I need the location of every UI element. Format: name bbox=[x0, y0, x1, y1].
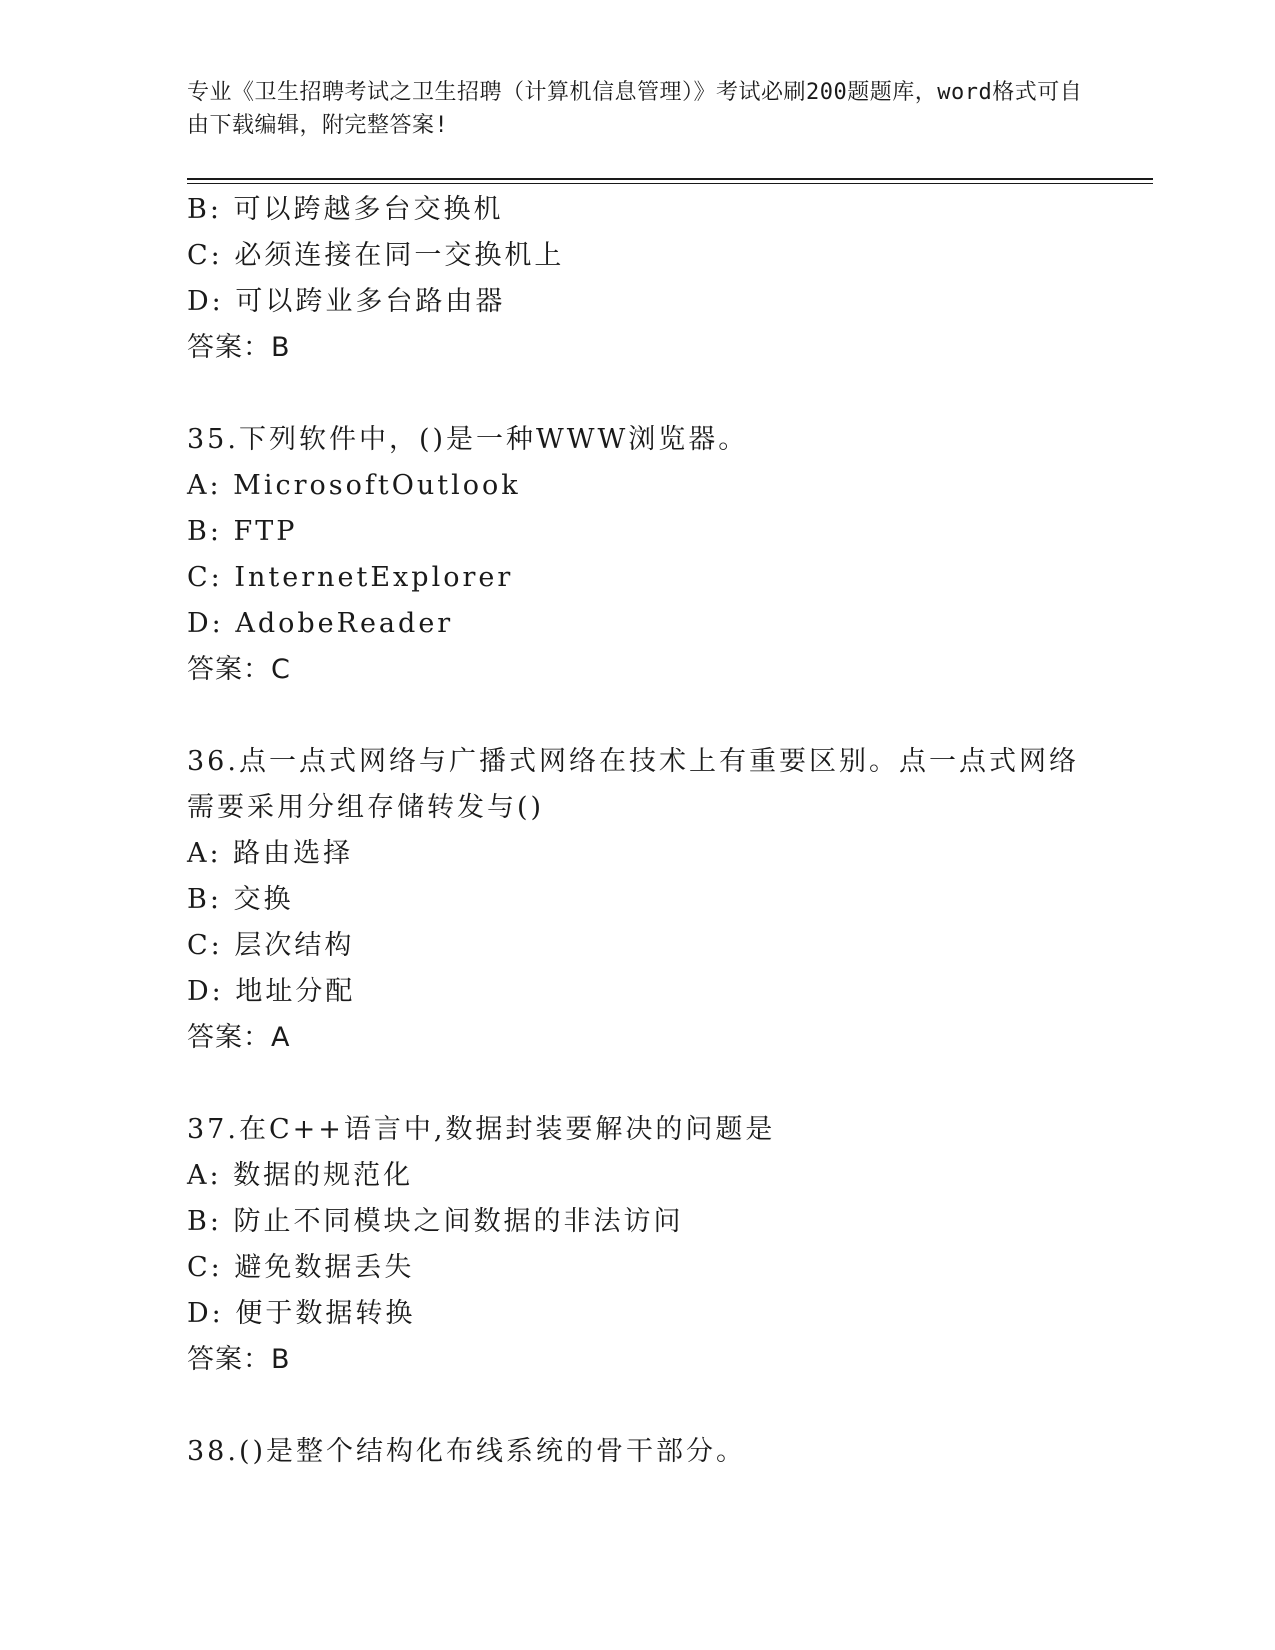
question-text: 36.点一点式网络与广播式网络在技术上有重要区别。点一点式网络需要采用分组存储转发与() bbox=[187, 746, 1079, 823]
option-d: D: 便于数据转换 bbox=[187, 1298, 416, 1329]
answer-line: 答案：B bbox=[187, 1344, 291, 1375]
option-c: C: InternetExplorer bbox=[187, 562, 514, 593]
document-header: 专业《卫生招聘考试之卫生招聘（计算机信息管理）》考试必刷200题题库，word格式可自由下载编辑，附完整答案! bbox=[187, 80, 1083, 138]
option-a: A: 数据的规范化 bbox=[187, 1160, 414, 1191]
question-block-36 bbox=[187, 739, 1087, 1061]
answer-line: 答案：C bbox=[187, 654, 291, 685]
question-block-34-continued bbox=[187, 187, 1087, 371]
answer-line: 答案：B bbox=[187, 332, 291, 363]
option-d: D: AdobeReader bbox=[187, 608, 454, 639]
option-a: A: MicrosoftOutlook bbox=[187, 470, 521, 501]
option-d: D: 地址分配 bbox=[187, 976, 356, 1007]
option-c: C: 避免数据丢失 bbox=[187, 1252, 415, 1283]
question-text: 38.()是整个结构化布线系统的骨干部分。 bbox=[187, 1436, 747, 1467]
question-text: 37.在C++语言中,数据封装要解决的问题是 bbox=[187, 1114, 776, 1145]
question-text: 35.下列软件中，()是一种WWW浏览器。 bbox=[187, 424, 749, 455]
option-c: C: 层次结构 bbox=[187, 930, 355, 961]
header-divider-thick bbox=[187, 178, 1153, 180]
option-a: A: 路由选择 bbox=[187, 838, 354, 869]
option-b: B: 防止不同模块之间数据的非法访问 bbox=[187, 1206, 684, 1237]
question-block-37 bbox=[187, 1107, 1087, 1383]
option-b: B: 可以跨越多台交换机 bbox=[187, 194, 504, 225]
question-block-38 bbox=[187, 1429, 1087, 1475]
question-content bbox=[187, 187, 1087, 1475]
header-divider-thin bbox=[187, 183, 1153, 184]
option-c: C: 必须连接在同一交换机上 bbox=[187, 240, 565, 271]
option-b: B: 交换 bbox=[187, 884, 294, 915]
question-block-35 bbox=[187, 417, 1087, 693]
answer-line: 答案：A bbox=[187, 1022, 291, 1053]
option-d: D: 可以跨业多台路由器 bbox=[187, 286, 506, 317]
option-b: B: FTP bbox=[187, 516, 298, 547]
